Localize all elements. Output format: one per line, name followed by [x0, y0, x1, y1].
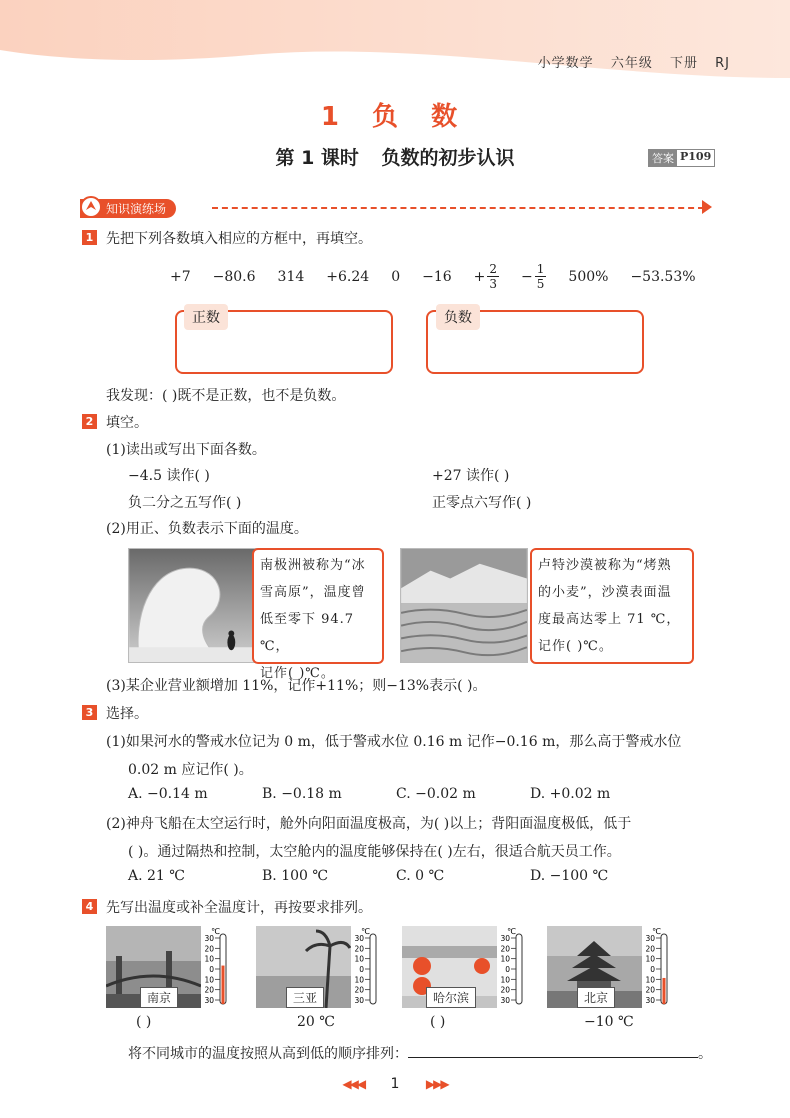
- fraction-item: [487, 262, 499, 291]
- number-item: +7: [170, 268, 191, 285]
- mercury-column: [663, 978, 666, 1004]
- card-line: 低至零下 94.7 ℃，: [260, 612, 355, 654]
- q2-item-d: 正零点六写作( ): [432, 495, 532, 511]
- tick-label: 0: [209, 965, 214, 974]
- city-temp-sanya: 20 ℃: [297, 1014, 335, 1030]
- q2-item-a: −4.5 读作( ): [128, 468, 210, 484]
- tick-label: 30: [354, 996, 364, 1005]
- q3-sub1-option-b: B. −0.18 m: [262, 786, 342, 802]
- tick-label: 30: [500, 996, 510, 1005]
- tick-label: 30: [645, 996, 655, 1005]
- q1-number-list: [170, 262, 696, 291]
- q3-sub1-option-c: C. −0.02 m: [396, 786, 476, 802]
- tick-label: 20: [204, 985, 214, 995]
- number-item: +6.24: [326, 268, 370, 285]
- header-info: [526, 52, 730, 71]
- card-line: 的小麦”，沙漠表面温: [538, 585, 672, 600]
- tick-label: 0: [359, 965, 364, 974]
- city-card-sanya: [256, 926, 381, 1008]
- tick-label: 10: [500, 975, 510, 985]
- number-item: 314: [277, 268, 305, 285]
- q2-sub2: (2)用正、负数表示下面的温度。: [106, 521, 308, 537]
- desert-photo: [400, 548, 528, 663]
- page-number: 1: [390, 1076, 400, 1092]
- number-item: 500%: [568, 268, 609, 285]
- tick-label: 10: [354, 975, 364, 985]
- q4-prompt: 先写出温度或补全温度计，再按要求排列。: [106, 900, 372, 916]
- q3-sub2-line1: (2)神舟飞船在太空运行时，舱外向阳面温度极高，为( )以上；背阳面温度极低，低于: [106, 816, 632, 832]
- q4-order: [128, 1043, 712, 1063]
- tick-label: 30: [204, 934, 214, 943]
- tick-label: 20: [354, 944, 364, 954]
- prev-arrows-icon: ◀◀◀: [342, 1077, 365, 1091]
- card-line: 南极洲被称为“冰: [260, 558, 366, 573]
- question-number-1: 1: [82, 230, 97, 245]
- rocket-icon: [80, 196, 102, 218]
- number-item: −53.53%: [630, 268, 696, 285]
- tick-label: 30: [204, 996, 214, 1005]
- q3-prompt: 选择。: [106, 706, 148, 722]
- answer-reference[interactable]: [648, 149, 715, 167]
- header-edition: RJ: [715, 56, 730, 71]
- city-name: 三亚: [286, 987, 324, 1008]
- q3-sub2-option-a: A. 21 ℃: [128, 868, 185, 884]
- desert-text-card: [530, 548, 694, 664]
- unit-title: 1 负 数: [320, 102, 470, 132]
- tick-label: 10: [645, 975, 655, 985]
- q2-sub1: (1)读出或写出下面各数。: [106, 442, 266, 458]
- card-line: 记作( )℃。: [538, 639, 613, 654]
- city-name: 哈尔滨: [426, 987, 476, 1008]
- tick-label: 10: [204, 954, 214, 964]
- section-divider: [212, 207, 704, 209]
- arrow-right-icon: [702, 200, 712, 214]
- tick-label: 0: [505, 965, 510, 974]
- tick-label: 30: [354, 934, 364, 943]
- fraction-denominator: 3: [489, 277, 498, 291]
- city-card-nanjing: [106, 926, 231, 1008]
- city-temp-beijing: −10 ℃: [584, 1014, 634, 1030]
- q2-sub3: (3)某企业营业额增加 11%，记作+11%；则−13%表示( )。: [106, 678, 487, 694]
- q2-item-c: 负二分之五写作( ): [128, 495, 242, 511]
- q2-prompt: 填空。: [106, 415, 148, 431]
- unit-label: ℃: [507, 927, 516, 936]
- unit-label: ℃: [211, 927, 220, 936]
- unit-label: ℃: [652, 927, 661, 936]
- tick-label: 20: [645, 944, 655, 954]
- number-item: 0: [391, 268, 401, 285]
- unit-label: ℃: [361, 927, 370, 936]
- fraction-numerator: 1: [536, 262, 545, 276]
- thermometer[interactable]: [642, 926, 672, 1008]
- card-line: 记作( )℃。: [260, 666, 335, 681]
- city-name: 北京: [577, 987, 615, 1008]
- page-footer: [0, 1076, 790, 1092]
- q3-sub2-option-c: C. 0 ℃: [396, 868, 445, 884]
- q2-item-b: +27 读作( ): [432, 468, 510, 484]
- header-subject: 小学数学: [537, 56, 594, 71]
- tick-label: 10: [204, 975, 214, 985]
- q4-order-end: 。: [698, 1046, 712, 1062]
- negative-box-label: 负数: [436, 304, 480, 330]
- tick-label: 10: [354, 954, 364, 964]
- q3-sub1-option-a: A. −0.14 m: [128, 786, 208, 802]
- question-number-4: 4: [82, 899, 97, 914]
- q3-sub1-line2: 0.02 m 应记作( )。: [128, 762, 253, 778]
- order-answer-line[interactable]: [408, 1044, 698, 1058]
- tick-label: 20: [204, 944, 214, 954]
- q3-sub2-option-b: B. 100 ℃: [262, 868, 329, 884]
- lesson-name: 负数的初步认识: [381, 147, 515, 169]
- mercury-column: [222, 966, 225, 1004]
- question-number-2: 2: [82, 414, 97, 429]
- fraction-sign: −: [521, 268, 533, 285]
- antarctica-text-card: [252, 548, 384, 681]
- tick-label: 10: [500, 954, 510, 964]
- thermometer-tube: [370, 934, 376, 1004]
- thermometer[interactable]: [497, 926, 527, 1008]
- positive-box-label: 正数: [184, 304, 228, 330]
- thermometer[interactable]: [201, 926, 231, 1008]
- lesson-number: 第 1 课时: [275, 147, 359, 169]
- thermometer[interactable]: [351, 926, 381, 1008]
- card-line: 雪高原”，温度曾: [260, 585, 366, 600]
- answer-label: 答案: [649, 150, 677, 166]
- tick-label: 30: [645, 934, 655, 943]
- fraction-numerator: 2: [489, 262, 498, 276]
- city-name: 南京: [140, 987, 178, 1008]
- q3-sub1-option-d: D. +0.02 m: [530, 786, 611, 802]
- thermometer-tube: [516, 934, 522, 1004]
- tick-label: 0: [650, 965, 655, 974]
- fraction-item: [535, 262, 547, 291]
- card-line: 度最高达零上 71 ℃，: [538, 612, 681, 627]
- city-card-beijing: [547, 926, 672, 1008]
- tick-label: 20: [645, 985, 655, 995]
- q1-prompt: 先把下列各数填入相应的方框中，再填空。: [106, 231, 372, 247]
- tick-label: 20: [500, 985, 510, 995]
- header-grade: 六年级: [610, 56, 653, 71]
- fraction-denominator: 5: [536, 277, 545, 291]
- q1-discovery: 我发现：( )既不是正数，也不是负数。: [106, 388, 346, 404]
- section-label: 知识演练场: [80, 199, 176, 218]
- q3-sub2-line2: ( )。通过隔热和控制，太空舱内的温度能够保持在( )左右，很适合航天员工作。: [128, 844, 621, 860]
- number-item: −80.6: [212, 268, 256, 285]
- header-volume: 下册: [669, 56, 698, 71]
- next-arrows-icon: ▶▶▶: [425, 1077, 448, 1091]
- question-number-3: 3: [82, 705, 97, 720]
- tick-label: 20: [500, 944, 510, 954]
- q3-sub1-line1: (1)如果河水的警戒水位记为 0 m，低于警戒水位 0.16 m 记作−0.16 m，那么高于警戒水位: [106, 734, 682, 750]
- q4-order-prompt: 将不同城市的温度按照从高到低的顺序排列：: [128, 1046, 408, 1062]
- city-card-harbin: [402, 926, 527, 1008]
- tick-label: 30: [500, 934, 510, 943]
- city-temp-harbin[interactable]: ( ): [430, 1014, 446, 1030]
- number-item: −16: [422, 268, 452, 285]
- city-temp-nanjing[interactable]: ( ): [136, 1014, 152, 1030]
- q3-sub2-option-d: D. −100 ℃: [530, 868, 609, 884]
- tick-label: 10: [645, 954, 655, 964]
- answer-page: P109: [680, 150, 712, 163]
- card-line: 卢特沙漠被称为“烤熟: [538, 558, 672, 573]
- antarctica-photo: [128, 548, 258, 663]
- tick-label: 20: [354, 985, 364, 995]
- fraction-sign: +: [473, 268, 486, 285]
